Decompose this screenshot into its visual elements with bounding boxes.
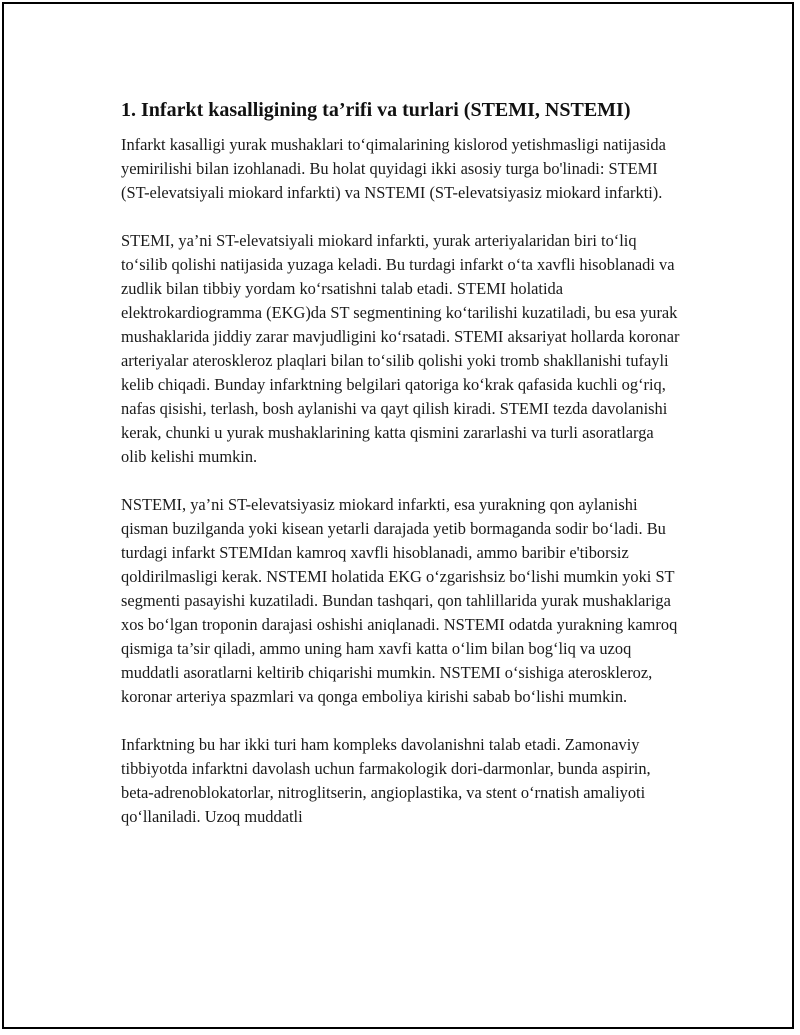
document-body	[121, 96, 683, 829]
section-heading: 1. Infarkt kasalligining ta’rifi va turlari (STEMI, NSTEMI)	[121, 99, 631, 121]
paragraph-treatment: Infarktning bu har ikki turi ham kompleks davolanishni talab etadi. Zamonaviy tibbiyotda infarktni davolash uchun farmakologik dori-darmonlar, bunda aspirin, beta-adrenoblokatorlar, nitroglitserin, angioplastika, va stent o‘rnatish amaliyoti qo‘llaniladi. Uzoq muddatli	[121, 735, 651, 826]
page-frame	[2, 2, 794, 1029]
paragraph-stemi: STEMI, ya’ni ST-elevatsiyali miokard infarkti, yurak arteriyalaridan biri to‘liq to‘silib qolishi natijasida yuzaga keladi. Bu turdagi infarkt o‘ta xavfli hisoblanadi va zudlik bilan tibbiy yordam ko‘rsatishni talab etadi. STEMI holatida elektrokardiogramma (EKG)da ST segmentining ko‘tarilishi kuzatiladi, bu esa yurak mushaklarida jiddiy zarar mavjudligini ko‘rsatadi. STEMI aksariyat hollarda koronar arteriyalar ateroskleroz plaqlari bilan to‘silib qolishi yoki tromb shakllanishi tufayli kelib chiqadi. Bunday infarktning belgilari qatoriga ko‘krak qafasida kuchli og‘riq, nafas qisishi, terlash, bosh aylanishi va qayt qilish kiradi. STEMI tezda davolanishi kerak, chunki u yurak mushaklarining katta qismini zararlashi va turli asoratlarga olib kelishi mumkin.	[121, 231, 680, 466]
paragraph-definition: Infarkt kasalligi yurak mushaklari to‘qimalarining kislorod yetishmasligi natijasida yemirilishi bilan izohlanadi. Bu holat quyidagi ikki asosiy turga bo'linadi: STEMI (ST-elevatsiyali miokard infarkti) va NSTEMI (ST-elevatsiyasiz miokard infarkti).	[121, 135, 666, 202]
paragraph-nstemi: NSTEMI, ya’ni ST-elevatsiyasiz miokard infarkti, esa yurakning qon aylanishi qisman buzilganda yoki kisean yetarli darajada yetib bormaganda sodir bo‘ladi. Bu turdagi infarkt STEMIdan kamroq xavfli hisoblanadi, ammo baribir e'tiborsiz qoldirilmasligi kerak. NSTEMI holatida EKG o‘zgarishsiz bo‘lishi mumkin yoki ST segmenti pasayishi kuzatiladi. Bundan tashqari, qon tahlillarida yurak mushaklariga xos bo‘lgan troponin darajasi oshishi aniqlanadi. NSTEMI odatda yurakning kamroq qismiga ta’sir qiladi, ammo uning ham xavfi katta o‘lim bilan bog‘liq va uzoq muddatli asoratlarni keltirib chiqarishi mumkin. NSTEMI o‘sishiga ateroskleroz, koronar arteriya spazmlari va qonga emboliya kirishi sabab bo‘lishi mumkin.	[121, 495, 678, 706]
